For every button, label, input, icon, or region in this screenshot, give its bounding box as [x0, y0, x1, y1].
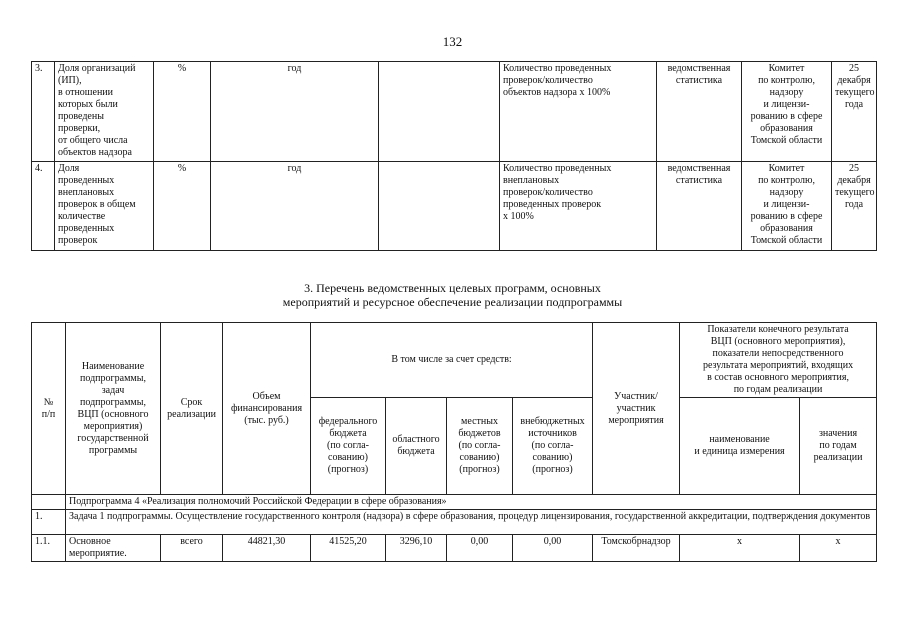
- term-value: всего: [161, 535, 223, 562]
- text-line: по контролю,: [758, 75, 815, 86]
- text-line: местных: [461, 416, 498, 427]
- text-line: сованию): [532, 452, 573, 463]
- row-number: 3.: [32, 62, 55, 162]
- indicator-name-value: х: [680, 535, 800, 562]
- text-line: образования: [760, 123, 813, 134]
- text-line: источников: [528, 428, 577, 439]
- text-line: участник: [616, 402, 656, 414]
- header-volume: [223, 323, 311, 495]
- text-line: 25 декабря: [837, 63, 871, 86]
- text-line: сованию): [459, 452, 500, 463]
- text-line: Комитет: [768, 163, 805, 174]
- deadline: [832, 62, 877, 162]
- text-line: федерального: [318, 416, 378, 427]
- text-line: Количество проведенных: [503, 63, 612, 74]
- text-line: (прогноз): [532, 464, 573, 475]
- header-row-1: [32, 323, 877, 398]
- measure-name: [66, 535, 161, 562]
- header-regional: [386, 398, 447, 495]
- text-line: проведенных проверок: [503, 199, 602, 210]
- text-line: мероприятие.: [69, 548, 127, 559]
- text-line: объектов надзора: [58, 147, 132, 158]
- text-line: текущего: [835, 187, 875, 198]
- text-line: подпрограммы,: [80, 396, 146, 408]
- text-line: Объем: [252, 390, 281, 402]
- section-heading-line-2: мероприятий и ресурсное обеспечение реализации подпрограммы: [282, 295, 623, 309]
- text-line: Комитет: [768, 63, 805, 74]
- row-number: 1.1.: [32, 535, 66, 562]
- text-line: (прогноз): [459, 464, 500, 475]
- regional-value: 3296,10: [386, 535, 447, 562]
- header-participant: [593, 323, 680, 495]
- header-including: В том числе за счет средств:: [311, 323, 593, 398]
- local-value: 0,00: [447, 535, 513, 562]
- task-text: Задача 1 подпрограммы. Осуществление государственного контроля (надзора) в сфере образования, процедур лицензирования, государственной аккредитации, подтверждения документов: [66, 510, 877, 535]
- section-heading: [0, 281, 905, 309]
- text-line: задач: [101, 384, 125, 396]
- text-line: бюджета: [397, 446, 435, 457]
- text-line: (ИП),: [58, 75, 82, 86]
- page-number: 132: [442, 34, 463, 49]
- volume-value: 44821,30: [223, 535, 311, 562]
- text-line: (прогноз): [327, 464, 369, 475]
- text-line: х 100%: [503, 211, 534, 222]
- data-row: [32, 535, 877, 562]
- header-num: [32, 323, 66, 495]
- participant-value: Томскобрнадзор: [593, 535, 680, 562]
- resources-table: [31, 322, 877, 562]
- text-line: надзору: [769, 187, 804, 198]
- extrabudget-value: 0,00: [513, 535, 593, 562]
- header-extrabudget: [513, 398, 593, 495]
- text-line: проверки,: [58, 123, 101, 134]
- text-line: Томской области: [750, 135, 823, 146]
- header-name: [66, 323, 161, 495]
- text-line: проведенных: [58, 223, 115, 234]
- text-line: бюджетов: [458, 428, 501, 439]
- text-line: проверок: [58, 235, 98, 246]
- text-line: ведомственная: [667, 163, 731, 174]
- text-line: года: [844, 99, 864, 110]
- text-line: реализации: [813, 452, 863, 463]
- subprogram-row: [32, 495, 877, 510]
- text-line: проверок/количество: [503, 187, 593, 198]
- text-line: и единица измерения: [694, 446, 785, 457]
- task-row: [32, 510, 877, 535]
- indicators-table: [31, 61, 877, 251]
- formula: [500, 162, 657, 251]
- text-line: наименование: [709, 434, 770, 445]
- header-indicator-name: [680, 398, 800, 495]
- text-line: текущего: [835, 87, 875, 98]
- responsible: [742, 162, 832, 251]
- text-line: и лицензи-: [763, 199, 810, 210]
- indicator-name: [55, 62, 154, 162]
- text-line: по контролю,: [758, 175, 815, 186]
- header-term: [161, 323, 223, 495]
- text-line: надзору: [769, 87, 804, 98]
- header-indicators: [680, 323, 877, 398]
- text-line: года: [844, 199, 864, 210]
- empty-cell: [32, 495, 66, 510]
- formula: [500, 62, 657, 162]
- text-line: №: [43, 396, 54, 408]
- period: год: [211, 162, 379, 251]
- text-line: внеплановых: [503, 175, 560, 186]
- empty-cell: [379, 62, 500, 162]
- text-line: сованию): [328, 452, 368, 463]
- text-line: программы: [88, 444, 138, 456]
- text-line: ВЦП (основного: [77, 408, 149, 420]
- text-line: Участник/: [614, 390, 658, 402]
- text-line: государственной: [77, 432, 149, 444]
- header-federal: [311, 398, 386, 495]
- text-line: которых были: [58, 99, 118, 110]
- text-line: рованию в сфере: [750, 211, 823, 222]
- text-line: проведены: [58, 111, 104, 122]
- text-line: п/п: [41, 408, 56, 420]
- text-line: в отношении: [58, 87, 114, 98]
- text-line: ведомственная: [667, 63, 731, 74]
- text-line: внеплановых: [58, 187, 115, 198]
- empty-cell: [379, 162, 500, 251]
- text-line: внебюджетных: [520, 416, 585, 427]
- indicator-name: [55, 162, 154, 251]
- data-source: [657, 62, 742, 162]
- text-line: проверок в общем: [58, 199, 136, 210]
- text-line: (по согла-: [531, 440, 574, 451]
- text-line: Срок: [180, 396, 203, 408]
- text-line: (по согла-: [327, 440, 369, 451]
- federal-value: 41525,20: [311, 535, 386, 562]
- text-line: объектов надзора х 100%: [503, 87, 611, 98]
- row-number: 4.: [32, 162, 55, 251]
- text-line: областного: [392, 434, 440, 445]
- text-line: Количество проведенных: [503, 163, 612, 174]
- text-line: и лицензи-: [763, 99, 810, 110]
- text-line: (по согла-: [458, 440, 501, 451]
- unit: %: [154, 162, 211, 251]
- text-line: Наименование: [81, 360, 145, 372]
- text-line: от общего числа: [58, 135, 128, 146]
- text-line: бюджета: [329, 428, 367, 439]
- text-line: проведенных: [58, 175, 115, 186]
- text-line: Томской области: [750, 235, 823, 246]
- text-line: количестве: [58, 211, 106, 222]
- text-line: реализации: [167, 408, 216, 420]
- text-line: по годам: [819, 440, 857, 451]
- data-source: [657, 162, 742, 251]
- text-line: подпрограммы,: [80, 372, 146, 384]
- text-line: в состав основного мероприятия,: [707, 372, 849, 383]
- header-local: [447, 398, 513, 495]
- text-line: по годам реализации: [733, 384, 823, 395]
- responsible: [742, 62, 832, 162]
- indicator-values-value: х: [800, 535, 877, 562]
- text-line: значения: [818, 428, 858, 439]
- subprogram-title: Подпрограмма 4 «Реализация полномочий Российской Федерации в сфере образования»: [66, 495, 877, 510]
- text-line: Доля: [58, 163, 80, 174]
- text-line: мероприятия: [608, 414, 664, 426]
- row-number: 1.: [32, 510, 66, 535]
- deadline: [832, 162, 877, 251]
- text-line: статистика: [675, 75, 723, 86]
- indicator-row-3: [32, 62, 877, 162]
- section-heading-line-1: 3. Перечень ведомственных целевых программ, основных: [304, 281, 601, 295]
- text-line: ВЦП (основного мероприятия),: [710, 336, 846, 347]
- text-line: (тыс. руб.): [244, 414, 289, 426]
- text-line: образования: [760, 223, 813, 234]
- period: год: [211, 62, 379, 162]
- text-line: мероприятия): [83, 420, 143, 432]
- text-line: рованию в сфере: [750, 111, 823, 122]
- text-line: показатели непосредственного: [712, 348, 844, 359]
- text-line: Основное: [69, 536, 111, 547]
- unit: %: [154, 62, 211, 162]
- text-line: результата мероприятий, входящих: [703, 360, 854, 371]
- text-line: Показатели конечного результата: [707, 324, 849, 335]
- header-indicator-values: [800, 398, 877, 495]
- text-line: финансирования: [230, 402, 303, 414]
- indicator-row-4: [32, 162, 877, 251]
- text-line: Доля организаций: [58, 63, 136, 74]
- text-line: 25 декабря: [837, 163, 871, 186]
- text-line: статистика: [675, 175, 723, 186]
- text-line: проверок/количество: [503, 75, 593, 86]
